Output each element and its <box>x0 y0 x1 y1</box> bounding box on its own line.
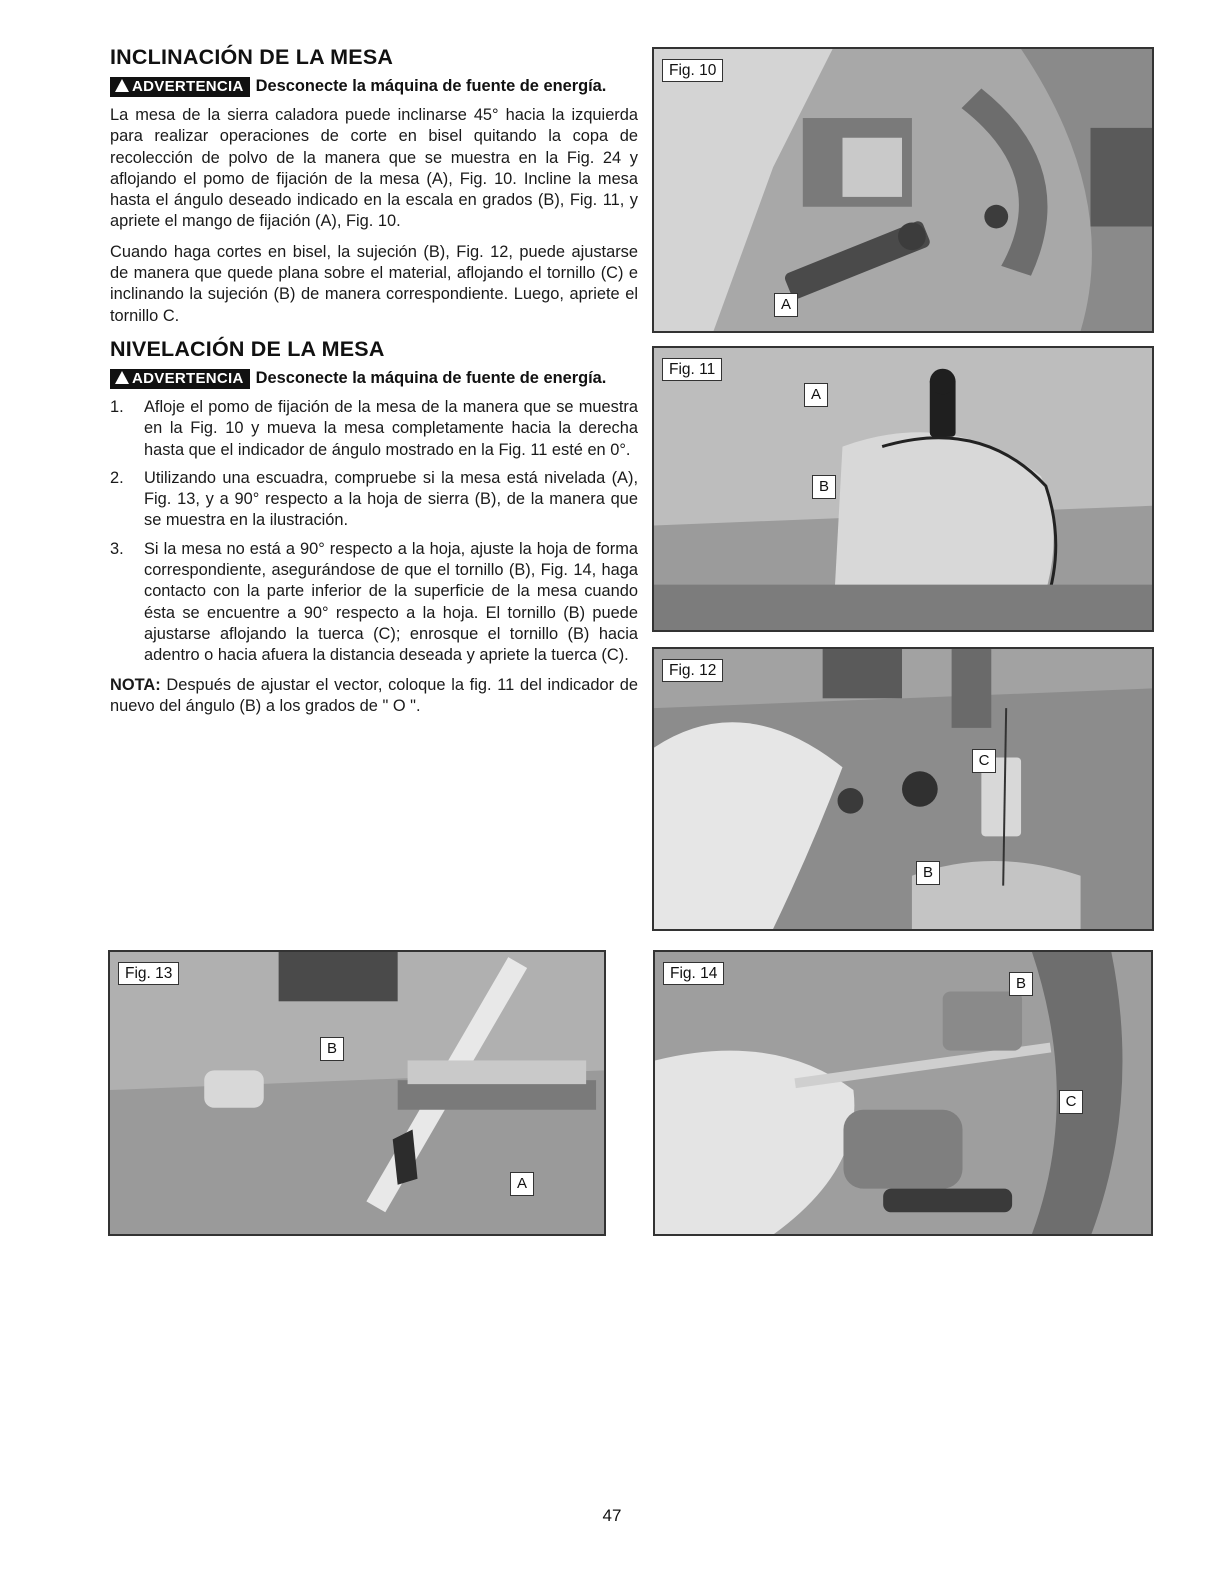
callout-a: A <box>774 293 798 317</box>
callout-c: C <box>972 749 996 773</box>
note <box>110 675 638 718</box>
warning-badge: ADVERTENCIA <box>110 369 250 389</box>
warning-level <box>110 368 638 389</box>
callout-b: B <box>916 861 940 885</box>
list-item: 3. Si la mesa no está a 90° respecto a la hoja, ajuste la hoja de forma correspondiente, asegurándose de que el tornillo (B), Fig. 14, haga contacto con la parte inferior de la superficie de la mesa cuando ésta se encuentre a 90° respecto a la hoja. El tornillo (B) puede ajustarse aflojando la tuerca (C); enrosque el tornillo (B) hacia adentro o hacia afuera la distancia deseada y apriete la tuerca (C). <box>110 539 638 665</box>
tilt-paragraph-2: Cuando haga cortes en bisel, la sujeción (B), Fig. 12, puede ajustarse de manera que quede plana sobre el material, aflojando el tornillo (C) e inclinando la sujeción (B) de manera correspondiente. Luego, apriete el tornillo C. <box>110 242 638 325</box>
note-text: Después de ajustar el vector, coloque la fig. 11 del indicador de nuevo del ángulo (B) a los grados de " O ". <box>110 675 638 715</box>
warning-badge: ADVERTENCIA <box>110 77 250 97</box>
figure-14 <box>653 950 1153 1236</box>
warning-text: Desconecte la máquina de fuente de energía. <box>255 368 607 387</box>
warning-tilt <box>110 76 638 97</box>
figure-12-photo <box>654 649 1152 929</box>
warning-text: Desconecte la máquina de fuente de energía. <box>255 77 607 95</box>
figure-label: Fig. 13 <box>118 962 179 985</box>
tilt-paragraph-1: La mesa de la sierra caladora puede inclinarse 45° hacia la izquierda para realizar operaciones de corte en bisel quitando la copa de recolección de polvo de la manera que se muestra en la Fig. 24 y aflojando el pomo de fijación de la mesa (A), Fig. 10. Incline la mesa hasta el ángulo deseado indicado en la escala en grados (B), Fig. 11, y apriete el mango de fijación (A), Fig. 10. <box>110 106 638 231</box>
callout-b: B <box>812 475 836 499</box>
callout-b: B <box>1009 972 1033 996</box>
section-title-tilt: INCLINACIÓN DE LA MESA <box>110 45 394 69</box>
page-number: 47 <box>602 1506 622 1525</box>
warning-triangle-icon <box>115 371 129 384</box>
figure-label: Fig. 12 <box>662 659 723 682</box>
figure-label: Fig. 11 <box>662 358 722 381</box>
callout-a: A <box>804 383 828 407</box>
figure-10 <box>652 47 1154 333</box>
callout-a: A <box>510 1172 534 1196</box>
figure-13 <box>108 950 606 1236</box>
list-item: 2. Utilizando una escuadra, compruebe si la mesa está nivelada (A), Fig. 13, y a 90° respecto a la hoja de sierra (B), de la manera que se muestra en la ilustración. <box>110 468 638 530</box>
warning-triangle-icon <box>115 79 129 92</box>
figure-11-photo <box>654 348 1152 630</box>
figure-11 <box>652 346 1154 632</box>
section-title-level: NIVELACIÓN DE LA MESA <box>110 336 385 361</box>
figure-label: Fig. 14 <box>663 962 724 985</box>
text-column <box>110 44 638 726</box>
callout-c: C <box>1059 1090 1083 1114</box>
figure-12 <box>652 647 1154 931</box>
figure-10-photo <box>654 49 1152 331</box>
callout-b: B <box>320 1037 344 1061</box>
level-steps <box>110 397 638 667</box>
figure-label: Fig. 10 <box>662 59 723 82</box>
note-label: NOTA: <box>110 675 161 694</box>
list-item: 1. Afloje el pomo de fijación de la mesa de la manera que se muestra en la Fig. 10 y mueva la mesa completamente hacia la derecha hasta que el indicador de ángulo mostrado en la Fig. 11 esté en 0°. <box>110 397 638 459</box>
